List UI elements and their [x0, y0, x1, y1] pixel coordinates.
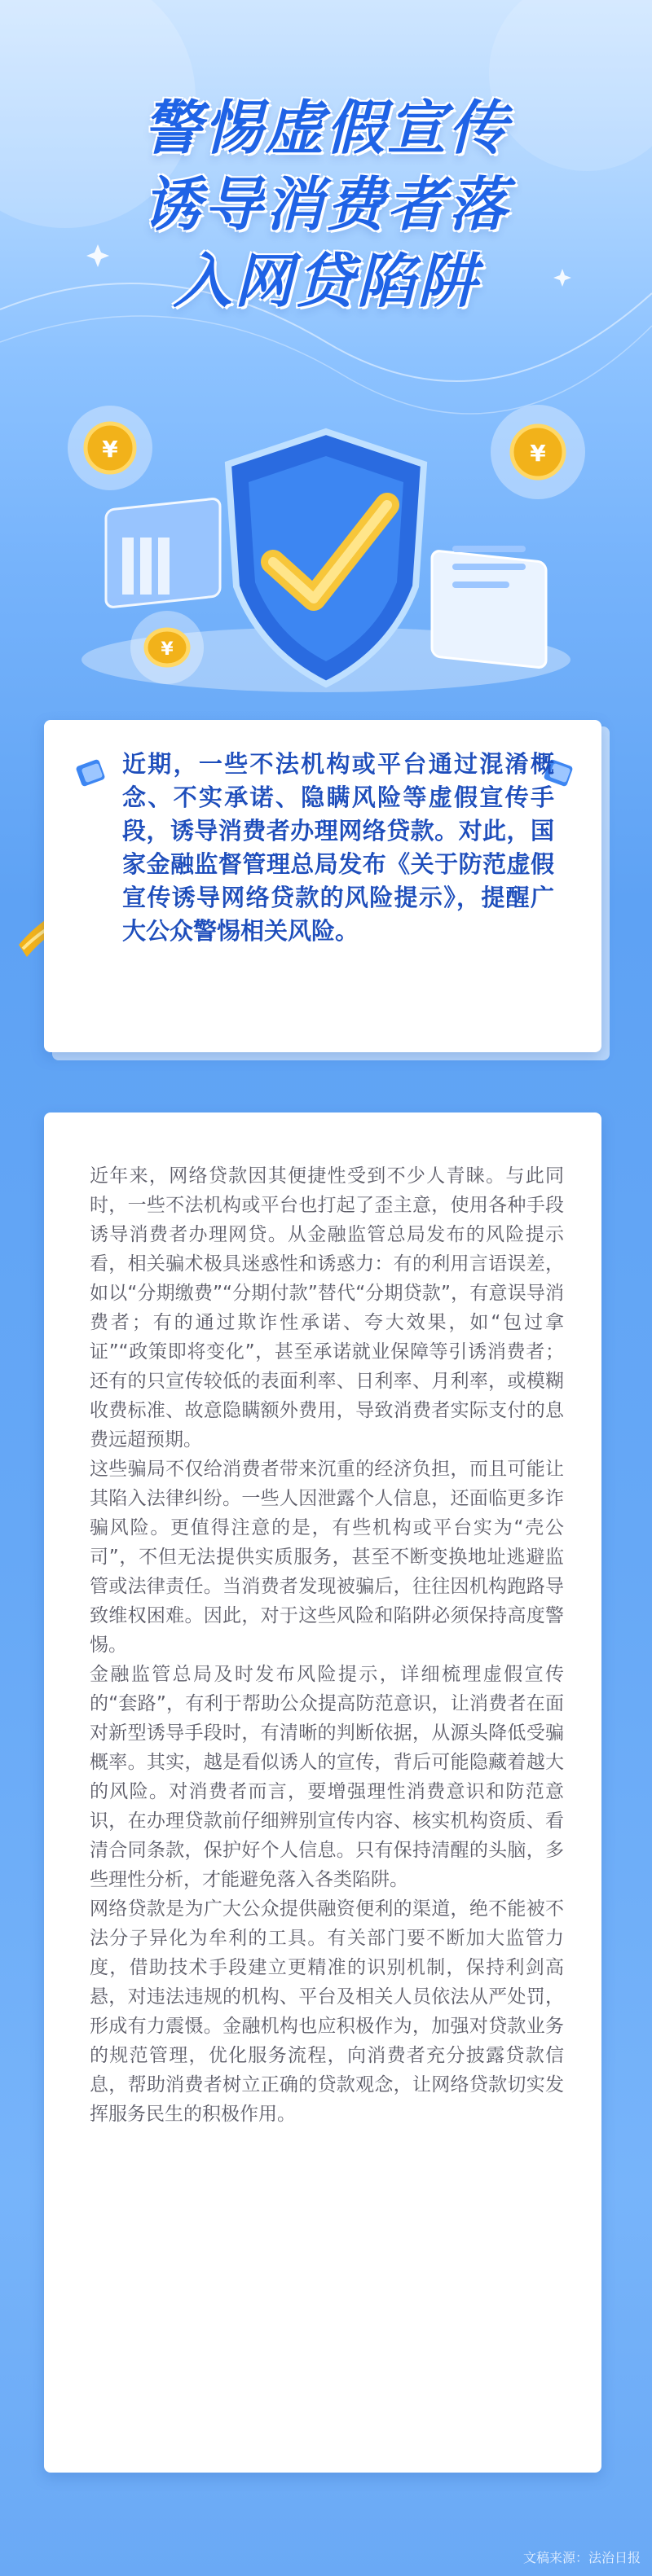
paragraph: 近年来，网络贷款因其便捷性受到不少人青睐。与此同时，一些不法机构或平台也打起了歪主意，使用各种手段诱导消费者办理网贷。从金融监管总局发布的风险提示看，相关骗术极具迷惑性和诱惑力：有的利用言语误差，如以“分期缴费”“分期付款”替代“分期贷款”，有意误导消费者；有的通过欺诈性承诺、夸大效果，如“包过拿证”“政策即将变化”，甚至承诺就业保障等引诱消费者；还有的只宣传较低的表面利率、日利率、月利率，或模糊收费标准、故意隐瞒额外费用，导致消费者实际支付的息费远超预期。 — [90, 1165, 564, 1450]
paragraph: 这些骗局不仅给消费者带来沉重的经济负担，而且可能让其陷入法律纠纷。一些人因泄露个人信息，还面临更多诈骗风险。更值得注意的是，有些机构或平台实为“壳公司”，不但无法提供实质服务，甚至不断变换地址逃避监管或法律责任。当消费者发现被骗后，往往因机构跑路导致维权困难。因此，对于这些风险和陷阱必须保持高度警惕。 — [90, 1459, 564, 1656]
title-line-1: 警惕虚假宣传 — [142, 94, 509, 162]
page-title — [0, 90, 652, 319]
coin-icon — [68, 406, 152, 490]
article-card — [44, 1112, 601, 2473]
article-body — [90, 1161, 564, 2129]
paragraph: 网络贷款是为广大公众提供融资便利的渠道，绝不能被不法分子异化为牟利的工具。有关部门要不断加大监管力度，借助技术手段建立更精准的识别机制，保持利剑高悬，对违法违规的机构、平台及相关人员依法从严处罚，形成有力震慑。金融机构也应积极作为，加强对贷款业务的规范管理，优化服务流程，向消费者充分披露贷款信息，帮助消费者树立正确的贷款观念，让网络贷款切实发挥服务民生的积极作用。 — [90, 1898, 564, 2125]
svg-text:¥: ¥ — [102, 436, 118, 463]
hero-illustration — [0, 383, 652, 709]
document-icon — [432, 546, 546, 668]
source-credit: 文稿来源：法治日报 — [522, 2550, 641, 2565]
intro-text: 近期，一些不法机构或平台通过混淆概念、不实承诺、隐瞒风险等虚假宣传手段，诱导消费者办理网络贷款。对此，国家金融监督管理总局发布《关于防范虚假宣传诱导网络贷款的风险提示》，提醒广大公众警惕相关风险。 — [122, 750, 554, 945]
intro-card — [44, 720, 601, 1052]
document-icon — [106, 498, 220, 608]
title-line-2: 诱导消费者落 — [142, 170, 509, 239]
coin-icon — [491, 405, 585, 499]
coin-icon — [130, 611, 204, 684]
svg-text:¥: ¥ — [161, 639, 174, 660]
diamond-icon — [72, 757, 112, 790]
paragraph: 金融监管总局及时发布风险提示，详细梳理虚假宣传的“套路”，有利于帮助公众提高防范意识，让消费者在面对新型诱导手段时，有清晰的判断依据，从源头降低受骗概率。其实，越是看似诱人的宣传，背后可能隐藏着越大的风险。对消费者而言，要增强理性消费意识和防范意识，在办理贷款前仔细辨别宣传内容、核实机构资质、看清合同条款，保护好个人信息。只有保持清醒的头脑，多些理性分析，才能避免落入各类陷阱。 — [90, 1664, 564, 1890]
title-line-3: 入网贷陷阱 — [173, 247, 479, 315]
svg-text:¥: ¥ — [530, 440, 546, 467]
